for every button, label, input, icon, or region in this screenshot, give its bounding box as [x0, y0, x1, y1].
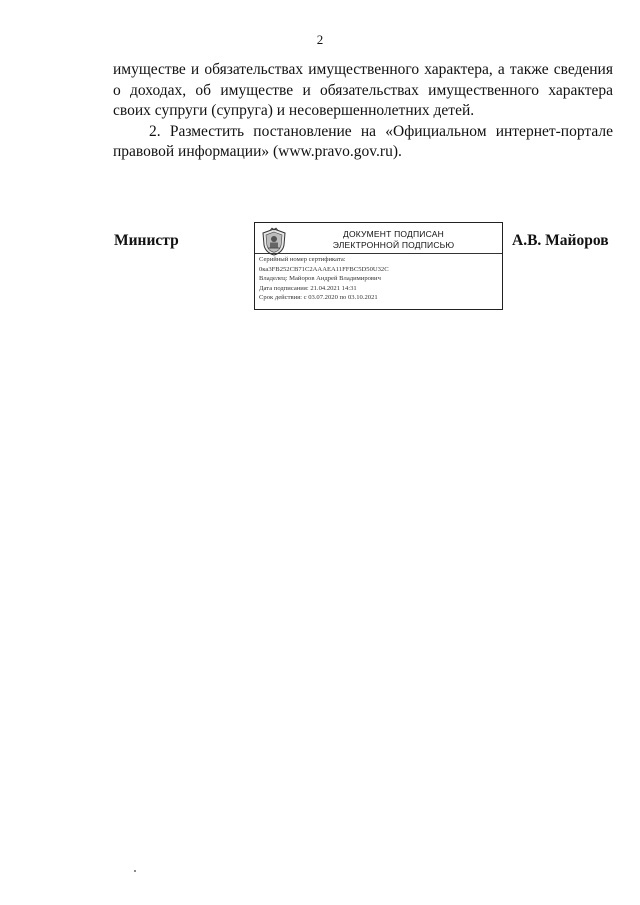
stamp-serial-value: 0ка3FB252CB71C2AAAEA11FFBC5D50U32C [259, 265, 389, 273]
page-number: 2 [316, 32, 324, 47]
stamp-owner: Владелец: Майоров Андрей Владимирович [259, 275, 381, 283]
stamp-divider [255, 253, 502, 254]
stamp-heading-line-1: ДОКУМЕНТ ПОДПИСАН [343, 229, 444, 239]
signer-title: Министр [114, 232, 179, 249]
paragraph-continuation: имуществе и обязательствах имущественного характера, а также сведения о доходах, об имуществе и обязательствах имущественного характера своих супруги (супруга) и несовершеннолетних детей. [113, 61, 613, 119]
document-body [113, 60, 613, 163]
stamp-serial-label: Серийный номер сертификата: [259, 256, 346, 263]
stamp-signed-date: Дата подписания: 21.04.2021 14:31 [259, 284, 357, 292]
paragraph-item-2: 2. Разместить постановление на «Официальном интернет-портале правовой информации» (www.pravo.gov.ru). [113, 122, 613, 160]
signer-name: А.В. Майоров [512, 232, 609, 249]
stamp-heading [291, 229, 496, 251]
stamp-details [259, 255, 499, 303]
scan-speck [134, 870, 136, 872]
stamp-validity: Срок действия: с 03.07.2020 по 03.10.2021 [259, 294, 378, 302]
stamp-heading-line-2: ЭЛЕКТРОННОЙ ПОДПИСЬЮ [332, 240, 455, 250]
electronic-signature-stamp [254, 222, 503, 310]
